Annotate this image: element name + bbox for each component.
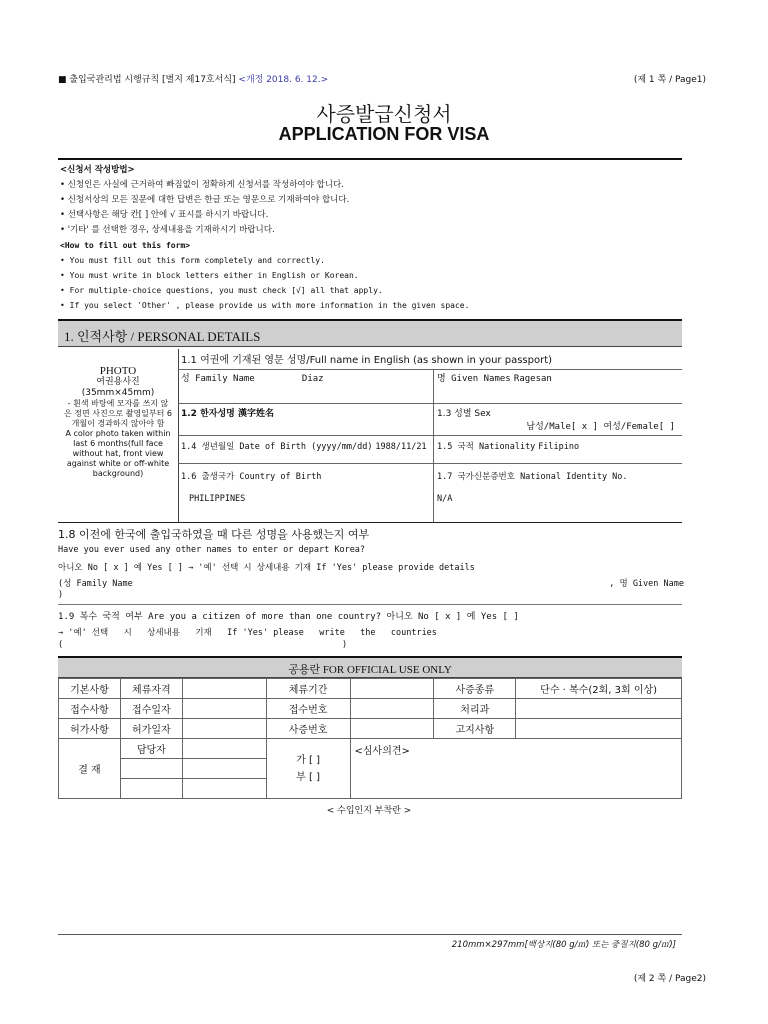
approval-blank[interactable] (182, 759, 266, 779)
instructions (60, 163, 469, 313)
photo-size: (35mm×45mm) (81, 388, 155, 398)
title-divider (58, 158, 682, 160)
official-cell: 사증종류 (434, 679, 516, 699)
approval-blank[interactable] (182, 779, 266, 799)
national-id-field[interactable] (434, 464, 682, 522)
official-input[interactable] (516, 719, 682, 739)
details-divider (58, 522, 682, 523)
given-names-field[interactable] (434, 369, 682, 404)
q1-8-english: Have you ever used any other names to enter or depart Korea? (58, 545, 366, 555)
given-names-label: 명 Given Names (437, 374, 511, 384)
birth-country-value: PHILIPPINES (189, 494, 246, 504)
national-id-value: N/A (437, 494, 453, 504)
chinese-name-label: 1.2 한자성명 漢字姓名 (181, 409, 274, 419)
official-cell: 사증번호 (266, 719, 350, 739)
paper-spec: 210mm×297mm[백상지(80 g/㎡) 또는 중질지(80 g/㎡)] (451, 940, 676, 950)
given-names-value: Ragesan (513, 374, 552, 384)
section-1-title: 1. 인적사항 / PERSONAL DETAILS (64, 329, 261, 344)
family-name-label: 성 Family Name (181, 374, 255, 384)
handler-sign[interactable] (182, 739, 266, 759)
instruction-kr-3: • 선택사항은 해당 칸[ ] 안에 √ 표시를 하시기 바랍니다. (60, 210, 269, 220)
page-number-1: (제 1 쪽 / Page1) (633, 75, 706, 85)
q1-8-family-name[interactable]: (성 Family Name (58, 579, 133, 589)
instruction-kr-4: • '기타' 를 선택한 경우, 상세내용을 기재하시기 바랍니다. (60, 225, 275, 235)
birth-country-label: 1.6 출생국가 Country of Birth (181, 472, 322, 482)
official-cell: 단수 · 복수(2회, 3회 이상) (516, 679, 682, 699)
regulation-reference: ■ 출입국관리법 시행규칙 [별지 제17호서식] <개정 2018. 6. 12.> (58, 75, 329, 85)
family-name-value: Diaz (301, 374, 324, 384)
photo-label-kr: 여권용사진 (96, 377, 140, 387)
approval-label: 결 재 (59, 739, 121, 799)
official-cell: 허가사항 (59, 719, 121, 739)
national-id-label: 1.7 국가신분증번호 National Identity No. (437, 472, 628, 482)
nationality-value: Filipino (538, 442, 580, 452)
q1-8-answer[interactable]: 아니오 No [ x ] 예 Yes [ ] → '예' 선택 시 상세내용 기재 If 'Yes' please provide details (58, 563, 475, 573)
official-use-header (58, 656, 682, 678)
official-cell: 접수일자 (120, 699, 182, 719)
official-cell: 처리과 (434, 699, 516, 719)
official-use-table (58, 678, 682, 799)
q1-9-label[interactable]: 1.9 복수 국적 여부 Are you a citizen of more than one country? 아니오 No [ x ] 예 Yes [ ] (58, 612, 519, 622)
q1-9-paren-open: ( (58, 640, 64, 650)
dob-label: 1.4 생년월일 Date of Birth (yyyy/mm/dd) (181, 442, 373, 452)
photo-title: PHOTO (99, 365, 137, 377)
official-row-approval (59, 739, 682, 759)
approve-no[interactable]: 부 [ ] (296, 771, 320, 783)
q1-8-given-name[interactable]: , 명 Given Name (609, 579, 684, 589)
family-name-field[interactable] (178, 369, 434, 404)
sex-options: 남성/Male[ x ] 여성/Female[ ] (526, 422, 675, 432)
nationality-label: 1.5 국적 Nationality (437, 442, 536, 452)
instruction-kr-2: • 신청서상의 모든 질문에 대한 답변은 한글 또는 영문으로 기재하여야 합니다. (60, 195, 350, 205)
official-cell: 기본사항 (59, 679, 121, 699)
title-korean: 사증발급신청서 (316, 102, 452, 126)
revision-date: <개정 2018. 6. 12.> (238, 75, 329, 85)
q1-8-divider (58, 604, 682, 605)
title-english: APPLICATION FOR VISA (278, 124, 490, 144)
official-row-basic (59, 679, 682, 699)
nationality-field[interactable] (434, 436, 682, 464)
q1-1-label: 1.1 여권에 기재된 영문 성명/Full name in English (as shown in your passport) (178, 349, 682, 370)
review-opinion[interactable] (350, 739, 681, 799)
official-input[interactable] (350, 699, 434, 719)
official-cell: 체류기간 (266, 679, 350, 699)
chinese-name-field[interactable] (178, 404, 434, 436)
instructions-heading-kr: <신청서 작성방법> (60, 165, 135, 175)
official-input[interactable] (350, 719, 434, 739)
stamp-note: < 수입인지 부착란 > (326, 806, 412, 816)
review-opinion-label: <심사의견> (354, 746, 410, 757)
photo-note-kr: - 흰색 바탕에 모자를 쓰지 않은 정면 사진으로 촬영일부터 6개월이 경과하지 않아야 함 (64, 399, 172, 428)
photo-box (58, 349, 178, 521)
official-input[interactable] (182, 699, 266, 719)
handler-label: 담당자 (120, 739, 182, 759)
page-number-2: (제 2 쪽 / Page2) (633, 974, 706, 984)
approval-blank[interactable] (120, 779, 182, 799)
official-input[interactable] (182, 679, 266, 699)
dob-field[interactable] (178, 436, 434, 464)
q1-8-label: 1.8 이전에 한국에 출입국하였을 때 다른 성명을 사용했는지 여부 (58, 528, 370, 541)
birth-country-field[interactable] (178, 464, 434, 522)
section-1-header (58, 319, 682, 347)
official-cell: 허가일자 (120, 719, 182, 739)
official-cell: 접수번호 (266, 699, 350, 719)
approval-checkbox[interactable] (266, 739, 350, 799)
official-row-receipt (59, 699, 682, 719)
official-cell: 체류자격 (120, 679, 182, 699)
sex-field[interactable] (434, 404, 682, 436)
official-cell: 고지사항 (434, 719, 516, 739)
footer-divider (58, 934, 682, 935)
q1-9-paren-close: ) (342, 640, 348, 650)
instruction-en-4: • If you select 'Other' , please provide us with more information in the given space. (60, 301, 470, 310)
official-row-permit (59, 719, 682, 739)
official-input[interactable] (516, 699, 682, 719)
instruction-en-1: • You must fill out this form completely and correctly. (60, 256, 325, 265)
instruction-kr-1: • 신청인은 사실에 근거하여 빠짐없이 정확하게 신청서를 작성하여야 합니다. (60, 180, 344, 190)
instruction-en-2: • You must write in block letters either in English or Korean. (60, 271, 359, 280)
official-use-title: 공용란 FOR OFFICIAL USE ONLY (288, 664, 452, 676)
q1-8-close: ) (58, 590, 64, 600)
official-input[interactable] (350, 679, 434, 699)
official-cell: 접수사항 (59, 699, 121, 719)
sex-label: 1.3 성별 Sex (437, 409, 491, 419)
instruction-en-3: • For multiple-choice questions, you must check [√] all that apply. (60, 286, 383, 295)
official-input[interactable] (182, 719, 266, 739)
dob-value: 1988/11/21 (375, 442, 427, 452)
approve-yes[interactable]: 가 [ ] (296, 754, 320, 766)
photo-note-en: A color photo taken within last 6 months(full face without hat, front view against white or off-white background) (65, 429, 171, 478)
approval-blank[interactable] (120, 759, 182, 779)
instructions-heading-en: <How to fill out this form> (60, 241, 191, 250)
q1-9-detail: → '예' 선택 시 상세내용 기재 If 'Yes' please write the countries (58, 628, 437, 638)
